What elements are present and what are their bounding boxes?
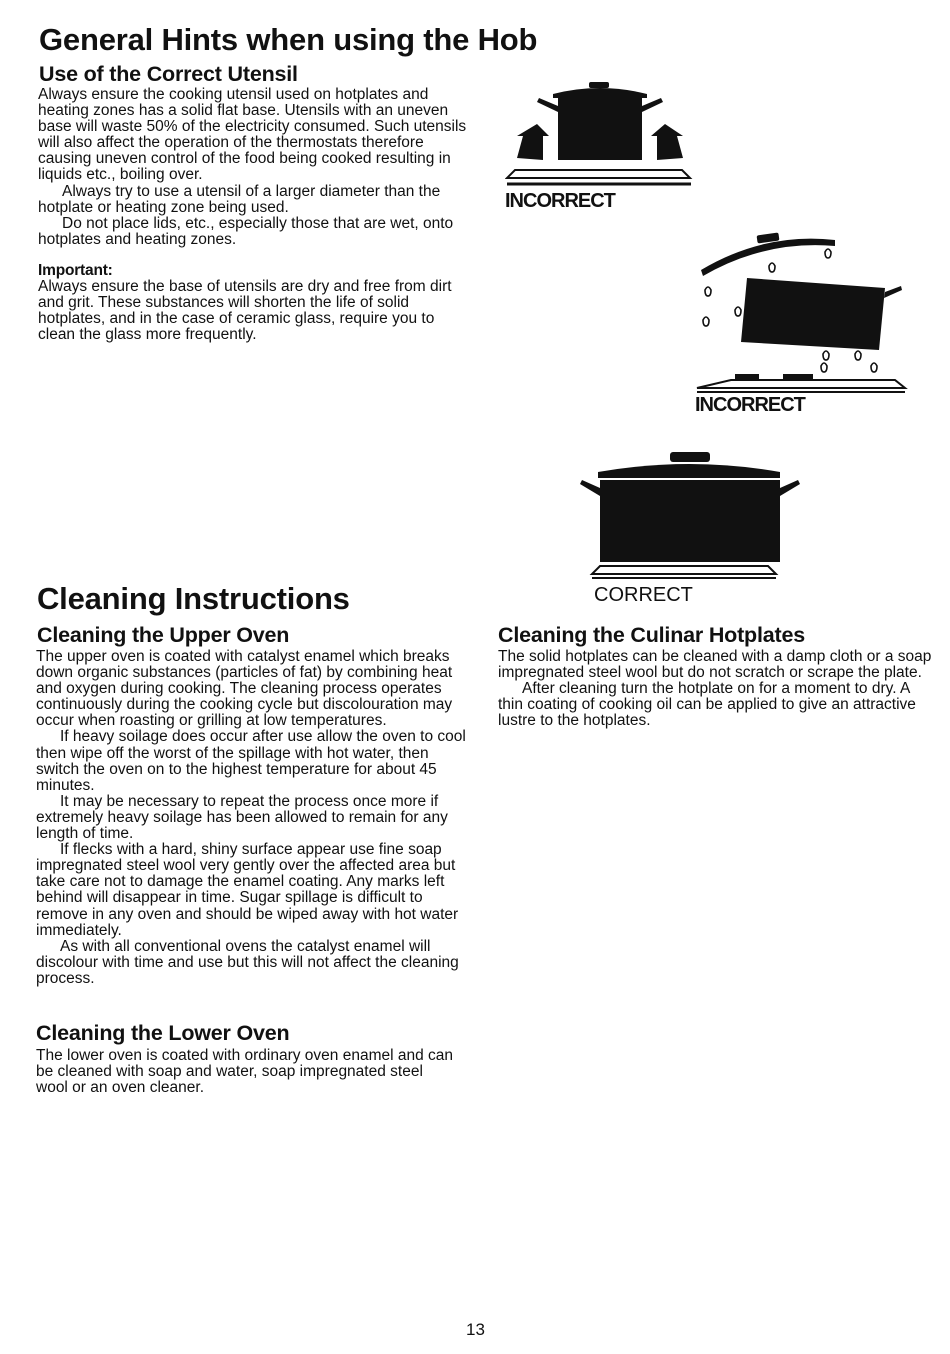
upper-oven-paragraph-4: If flecks with a hard, shiny surface appear use fine soap impregnated steel wool very gently over the affected area but take care not to damage the enamel coating. Any marks left behind will disappear in time. Sugar spillage is difficult to remove in any oven and should be wiped away with hot water immediately.	[36, 841, 459, 939]
upper-oven-paragraph-1: The upper oven is coated with catalyst enamel which breaks down organic substances (particles of fat) by combining heat and oxygen during cooking. The cleaning process operates continuously during the cooking cycle but discolouration may occur when roasting or grilling at low temperatures.	[36, 648, 453, 730]
utensil-paragraph-2: Always try to use a utensil of a larger diameter than the hotplate or heating zone being used.	[38, 182, 441, 216]
lower-oven-heading: Cleaning the Lower Oven	[36, 1021, 290, 1045]
utensil-heading: Use of the Correct Utensil	[39, 62, 298, 86]
upper-oven-heading: Cleaning the Upper Oven	[37, 623, 290, 647]
figure-correct-pan	[580, 448, 800, 607]
upper-oven-text	[36, 649, 468, 987]
figure-2-caption: INCORRECT	[695, 394, 805, 416]
culinar-hotplates-text	[498, 649, 932, 729]
utensil-paragraph-3: Do not place lids, etc., especially those that are wet, onto hotplates and heating zones.	[38, 214, 454, 248]
utensil-text-block	[38, 87, 474, 343]
figure-uneven-pan	[505, 80, 695, 213]
lower-oven-text	[36, 1048, 456, 1096]
culinar-paragraph-1: The solid hotplates can be cleaned with a damp cloth or a soap impregnated steel wool but do not scratch or scrape the plate.	[498, 648, 932, 682]
important-label: Important:	[38, 261, 113, 279]
correct-pan-illustration	[580, 448, 800, 580]
upper-oven-paragraph-3: It may be necessary to repeat the process once more if extremely heavy soilage has been allowed to remain for any length of time.	[36, 792, 448, 843]
lower-oven-paragraph-1: The lower oven is coated with ordinary oven enamel and can be cleaned with soap and water, soap impregnated steel wool or an oven cleaner.	[36, 1047, 454, 1097]
page-title: General Hints when using the Hob	[39, 22, 538, 57]
figure-wet-lid	[695, 230, 910, 417]
upper-oven-paragraph-5: As with all conventional ovens the catalyst enamel will discolour with time and use but this will not affect the cleaning process.	[36, 937, 459, 987]
culinar-hotplates-heading: Cleaning the Culinar Hotplates	[498, 623, 805, 647]
figure-3-caption: CORRECT	[594, 584, 693, 606]
culinar-paragraph-2: After cleaning turn the hotplate on for a moment to dry. A thin coating of cooking oil can be applied to give an attractive lustre to the hotplates.	[498, 680, 916, 730]
figure-1-caption: INCORRECT	[505, 190, 615, 212]
upper-oven-paragraph-2: If heavy soilage does occur after use allow the oven to cool then wipe off the worst of the spillage with hot water, then switch the oven on to the highest temperature for about 45 minutes.	[36, 728, 466, 794]
utensil-paragraph-1: Always ensure the cooking utensil used on hotplates and heating zones has a solid flat base. Utensils with an uneven base will waste 50% of the electricity consumed. Such utensils will also affect the operation of the thermostats therefore causing uneven control of the food being cooked resulting in liquids etc., boiling over.	[38, 86, 467, 184]
uneven-pan-illustration	[505, 80, 695, 192]
important-text: Always ensure the base of utensils are dry and free from dirt and grit. These substances will shorten the life of solid hotplates, and in the case of ceramic glass, require you to clean the glass more frequently.	[38, 277, 452, 344]
wet-lid-illustration	[695, 230, 910, 396]
page-number: 13	[466, 1320, 485, 1339]
cleaning-title: Cleaning Instructions	[37, 581, 350, 616]
